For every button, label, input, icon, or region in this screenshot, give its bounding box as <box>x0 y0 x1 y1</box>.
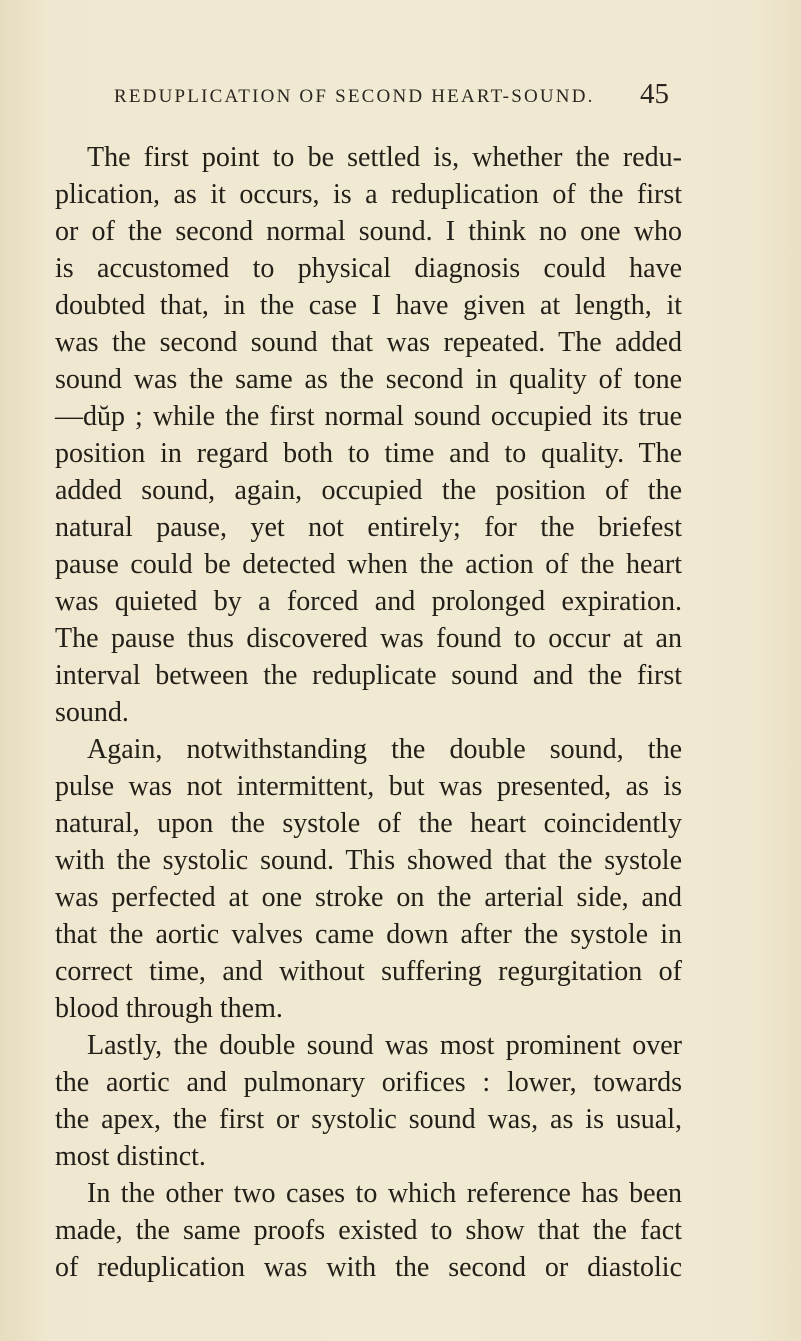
page-number: 45 <box>640 78 669 110</box>
text-line: doubted that, in the case I have given at length, it <box>55 290 682 321</box>
text-line: the aortic and pulmonary orifices : lower, towards <box>55 1067 682 1098</box>
text-line: the apex, the first or systolic sound was, as is usual, <box>55 1104 682 1135</box>
text-line: In the other two cases to which reference has been <box>87 1178 682 1209</box>
text-line: natural, upon the systole of the heart coincidently <box>55 808 682 839</box>
text-line: most distinct. <box>55 1141 206 1172</box>
text-line: was quieted by a forced and prolonged expiration. <box>55 586 682 617</box>
text-line: sound was the same as the second in quality of tone <box>55 364 682 395</box>
text-line: is accustomed to physical diagnosis could have <box>55 253 682 284</box>
text-line: pulse was not intermittent, but was presented, as is <box>55 771 682 802</box>
text-line: The first point to be settled is, whether the redu- <box>87 142 682 173</box>
text-line: pause could be detected when the action of the heart <box>55 549 682 580</box>
text-line: sound. <box>55 697 129 728</box>
text-line: added sound, again, occupied the position of the <box>55 475 682 506</box>
text-line: plication, as it occurs, is a reduplication of the first <box>55 179 682 210</box>
text-line: The pause thus discovered was found to occur at an <box>55 623 682 654</box>
text-line: was perfected at one stroke on the arterial side, and <box>55 882 682 913</box>
text-line: with the systolic sound. This showed that the systole <box>55 845 682 876</box>
text-line: was the second sound that was repeated. The added <box>55 327 682 358</box>
text-line: position in regard both to time and to quality. The <box>55 438 682 469</box>
text-line: correct time, and without suffering regurgitation of <box>55 956 682 987</box>
text-line: —dŭp ; while the first normal sound occupied its true <box>55 401 682 432</box>
text-line: of reduplication was with the second or diastolic <box>55 1252 682 1283</box>
running-head-title: REDUPLICATION OF SECOND HEART-SOUND. <box>114 86 595 107</box>
text-line: Lastly, the double sound was most prominent over <box>87 1030 682 1061</box>
text-line: natural pause, yet not entirely; for the briefest <box>55 512 682 543</box>
text-line: or of the second normal sound. I think no one who <box>55 216 682 247</box>
text-line: that the aortic valves came down after the systole in <box>55 919 682 950</box>
text-line: Again, notwithstanding the double sound, the <box>87 734 682 765</box>
text-line: interval between the reduplicate sound and the first <box>55 660 682 691</box>
text-line: made, the same proofs existed to show that the fact <box>55 1215 682 1246</box>
text-line: blood through them. <box>55 993 283 1024</box>
